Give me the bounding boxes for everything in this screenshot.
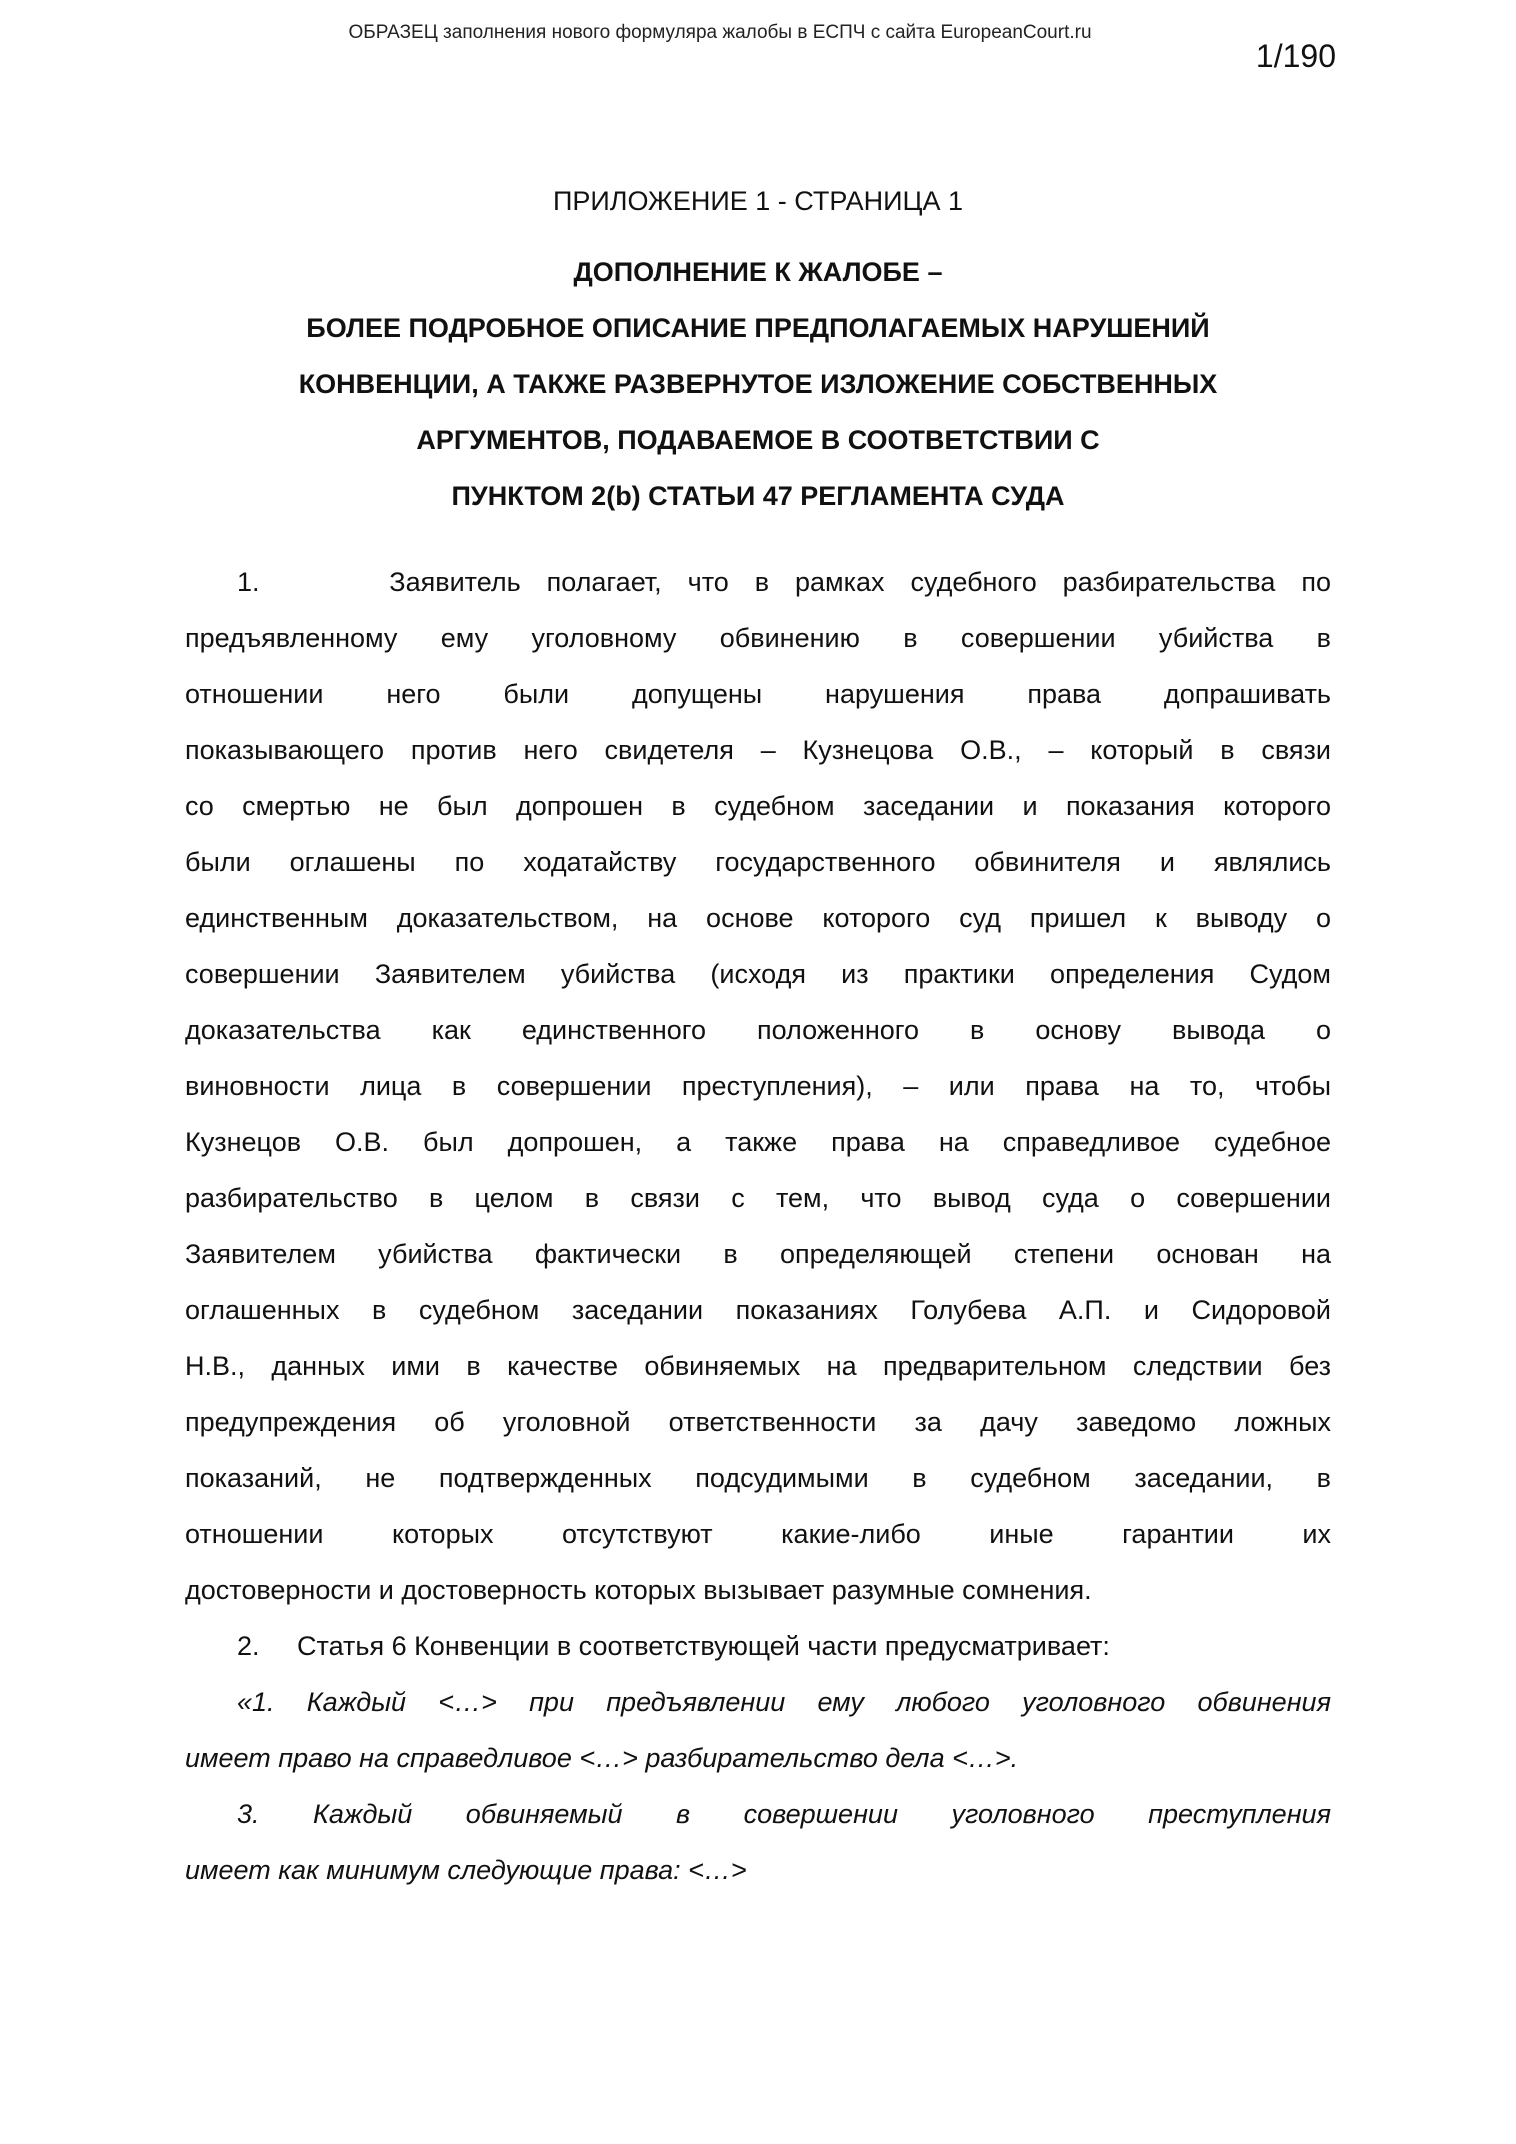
quote-paragraph-1 xyxy=(185,1674,1331,1786)
text-line: КОНВЕНЦИИ, А ТАКЖЕ РАЗВЕРНУТОЕ ИЗЛОЖЕНИЕ СОБСТВЕННЫХ xyxy=(298,369,1218,399)
page-number: 1/190 xyxy=(1255,38,1336,74)
text-line: совершении Заявителем убийства (исходя из практики определения Судом xyxy=(185,959,1331,989)
text-line: 1. Заявитель полагает, что в рамках судебного разбирательства по xyxy=(237,567,1331,597)
text-line: ПУНКТОМ 2(b) СТАТЬИ 47 РЕГЛАМЕНТА СУДА xyxy=(451,481,1065,511)
text-line: ДОПОЛНЕНИЕ К ЖАЛОБЕ – xyxy=(573,257,943,287)
quote-paragraph-2 xyxy=(185,1786,1331,1898)
text-line: предъявленному ему уголовному обвинению в совершении убийства в xyxy=(185,623,1331,653)
appendix-title: ПРИЛОЖЕНИЕ 1 - СТРАНИЦА 1 xyxy=(552,186,964,216)
text-line: 3. Каждый обвиняемый в совершении уголовного преступления xyxy=(237,1799,1331,1829)
text-line: достоверности и достоверность которых вызывает разумные сомнения. xyxy=(185,1575,1092,1605)
text-line: предупреждения об уголовной ответственности за дачу заведомо ложных xyxy=(185,1407,1331,1437)
text-line: БОЛЕЕ ПОДРОБНОЕ ОПИСАНИЕ ПРЕДПОЛАГАЕМЫХ НАРУШЕНИЙ xyxy=(306,313,1210,343)
text-line: «1. Каждый <…> при предъявлении ему любого уголовного обвинения xyxy=(237,1687,1331,1717)
text-line: разбирательство в целом в связи с тем, что вывод суда о совершении xyxy=(185,1183,1331,1213)
text-line: показаний, не подтвержденных подсудимыми в судебном заседании, в xyxy=(185,1463,1331,1493)
header-watermark: ОБРАЗЕЦ заполнения нового формуляра жалобы в ЕСПЧ с сайта EuropeanCourt.ru xyxy=(348,22,1092,43)
document-heading xyxy=(185,244,1331,524)
text-line: оглашенных в судебном заседании показаниях Голубева А.П. и Сидоровой xyxy=(185,1295,1331,1325)
text-line: Заявителем убийства фактически в определяющей степени основан на xyxy=(185,1239,1331,1269)
text-line: со смертью не был допрошен в судебном заседании и показания которого xyxy=(185,791,1331,821)
text-line: единственным доказательством, на основе которого суд пришел к выводу о xyxy=(185,903,1331,933)
text-line: отношении него были допущены нарушения права допрашивать xyxy=(185,679,1331,709)
document-body xyxy=(185,554,1331,1898)
text-line: 2. Статья 6 Конвенции в соответствующей части предусматривает: xyxy=(237,1631,1110,1661)
text-line: Н.В., данных ими в качестве обвиняемых на предварительном следствии без xyxy=(185,1351,1331,1381)
text-line: имеет право на справедливое <…> разбирательство дела <…>. xyxy=(185,1743,1019,1773)
text-line: виновности лица в совершении преступления), – или права на то, чтобы xyxy=(185,1071,1331,1101)
text-line: АРГУМЕНТОВ, ПОДАВАЕМОЕ В СООТВЕТСТВИИ С xyxy=(416,425,1100,455)
text-line: имеет как минимум следующие права: <…> xyxy=(185,1855,747,1885)
text-line: показывающего против него свидетеля – Кузнецова О.В., – который в связи xyxy=(185,735,1331,765)
text-line: были оглашены по ходатайству государственного обвинителя и являлись xyxy=(185,847,1331,877)
text-line: отношении которых отсутствуют какие-либо иные гарантии их xyxy=(185,1519,1331,1549)
text-line: доказательства как единственного положенного в основу вывода о xyxy=(185,1015,1331,1045)
text-line: Кузнецов О.В. был допрошен, а также права на справедливое судебное xyxy=(185,1127,1331,1157)
paragraph-1 xyxy=(185,554,1331,1618)
paragraph-2 xyxy=(185,1618,1331,1674)
document-content xyxy=(0,173,1516,1898)
